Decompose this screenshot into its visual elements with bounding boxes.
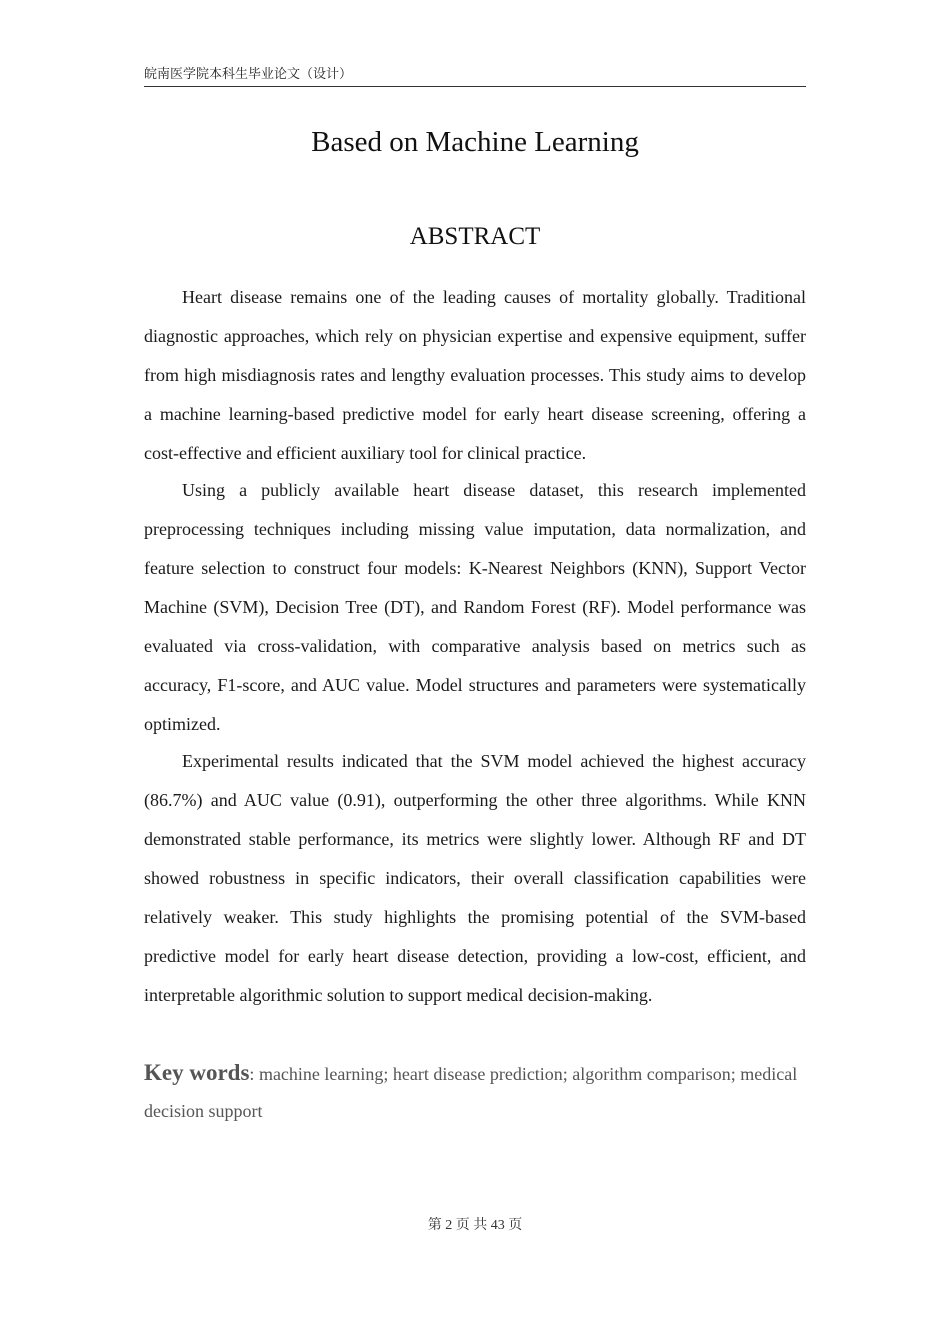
abstract-paragraph-1: Heart disease remains one of the leading causes of mortality globally. Traditional diagnostic approaches, which rely on physician expertise and expensive equipment, suffer from high misdiagnosis rates and lengthy evaluation processes. This study aims to develop a machine learning-based predictive model for early heart disease screening, offering a cost-effective and efficient auxiliary tool for clinical practice.: [144, 287, 806, 463]
thesis-title: Based on Machine Learning: [311, 126, 639, 158]
running-header: 皖南医学院本科生毕业论文（设计）: [144, 66, 806, 87]
keywords-line: [144, 1054, 806, 1130]
keywords-label: Key words: [144, 1060, 250, 1085]
keywords-text: machine learning; heart disease prediction; algorithm comparison; medical decision support: [144, 1064, 798, 1121]
keywords-separator: :: [249, 1064, 255, 1084]
page-number-footer: 第 2 页 共 43 页: [427, 1218, 523, 1233]
abstract-paragraph-2: Using a publicly available heart disease dataset, this research implemented preprocessing techniques including missing value imputation, data normalization, and feature selection to construct four models: K-Nearest Neighbors (KNN), Support Vector Machine (SVM), Decision Tree (DT), and Random Forest (RF). Model performance was evaluated via cross-validation, with comparative analysis based on metrics such as accuracy, F1-score, and AUC value. Model structures and parameters were systematically optimized.: [144, 480, 806, 734]
abstract-body: [144, 278, 806, 1015]
abstract-heading: ABSTRACT: [409, 223, 541, 250]
abstract-paragraph-3: Experimental results indicated that the SVM model achieved the highest accuracy (86.7%) and AUC value (0.91), outperforming the other three algorithms. While KNN demonstrated stable performance, its metrics were slightly lower. Although RF and DT showed robustness in specific indicators, their overall classification capabilities were relatively weaker. This study highlights the promising potential of the SVM-based predictive model for early heart disease detection, providing a low-cost, efficient, and interpretable algorithmic solution to support medical decision-making.: [144, 751, 806, 1005]
